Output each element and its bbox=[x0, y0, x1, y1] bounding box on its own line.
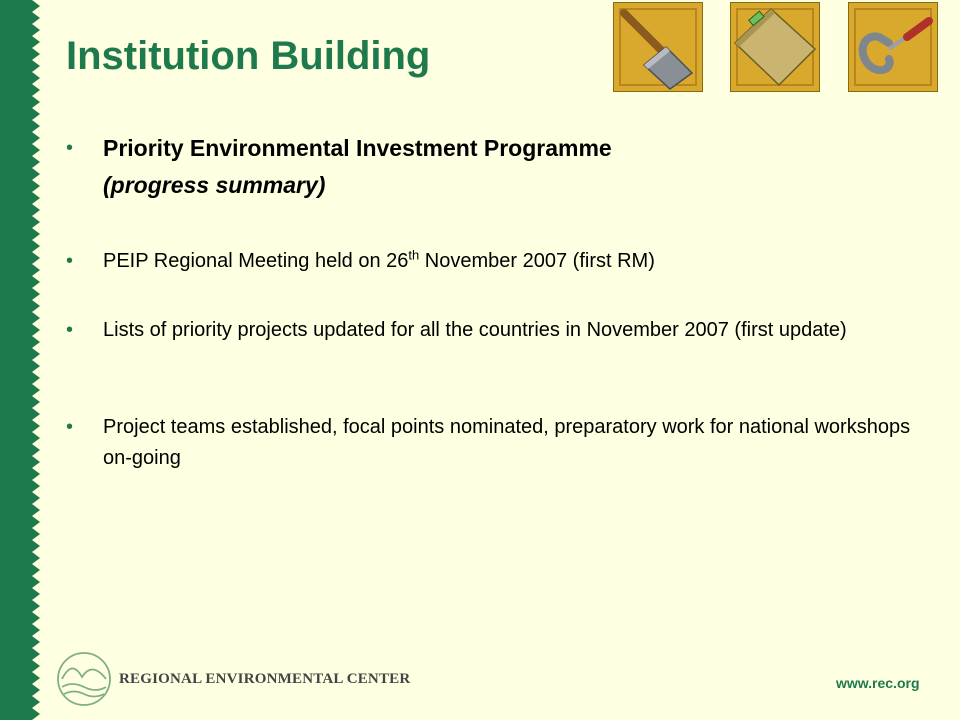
bullet-dot: • bbox=[66, 137, 74, 159]
bullet-text: Project teams established, focal points nominated, preparatory work for national workshops on-going bbox=[103, 416, 911, 469]
bullet-heading: Priority Environmental Investment Programme bbox=[103, 135, 612, 161]
bullet-text: PEIP Regional Meeting held on 26 bbox=[103, 250, 409, 272]
slide-title: Institution Building bbox=[66, 34, 431, 78]
spirit-level-icon bbox=[730, 2, 820, 92]
bullet-subheading: (progress summary) bbox=[103, 172, 326, 198]
bullet-text: Lists of priority projects updated for all the countries in November 2007 (first update) bbox=[103, 319, 847, 341]
bullet-dot: • bbox=[66, 416, 74, 438]
clamp-icon bbox=[848, 2, 938, 92]
website-link[interactable]: www.rec.org bbox=[836, 675, 920, 691]
rec-logo-icon bbox=[54, 649, 114, 709]
bullet-superscript: th bbox=[408, 247, 420, 263]
hammer-icon bbox=[613, 2, 703, 92]
organization-name: REGIONAL ENVIRONMENTAL CENTER bbox=[119, 671, 411, 687]
left-decorative-strip bbox=[0, 0, 42, 720]
bullet-dot: • bbox=[66, 250, 74, 272]
bullet-dot: • bbox=[66, 319, 74, 341]
bullet-text: November 2007 (first RM) bbox=[419, 250, 655, 272]
